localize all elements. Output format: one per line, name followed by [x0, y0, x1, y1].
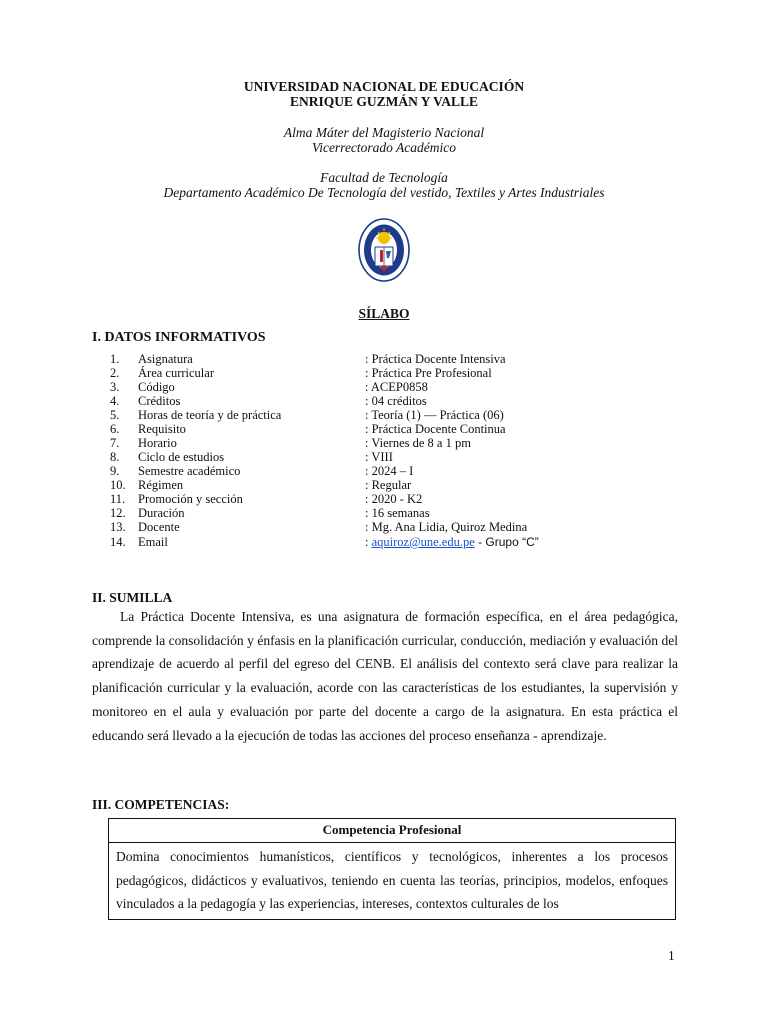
section-competencias-heading: III. COMPETENCIAS: — [92, 797, 230, 812]
list-item: 4. Créditos : 04 créditos — [110, 394, 427, 408]
vice-rectorate: Vicerrectorado Académico — [311, 140, 457, 155]
list-item: 7. Horario : Viernes de 8 a 1 pm — [110, 436, 471, 450]
table-cell: Domina conocimientos humanísticos, científicos y tecnológicos, inherentes a los procesos pedagógicos, didácticos y evaluativos, teniendo en cuenta las teorías, principios, modelos, enfoques vinculados a la pedagogía y las experiencias, intereses, contextos culturales de los — [116, 849, 668, 912]
table-header: Competencia Profesional — [109, 819, 675, 843]
section-datos-heading: I. DATOS INFORMATIVOS — [92, 330, 266, 345]
list-item: 6. Requisito : Práctica Docente Continua — [110, 422, 506, 436]
university-name-line2: ENRIQUE GUZMÁN Y VALLE — [290, 94, 478, 109]
list-item: 13. Docente : Mg. Ana Lidia, Quiroz Medina — [110, 520, 528, 534]
sumilla-paragraph: La Práctica Docente Intensiva, es una asignatura de formación específica, en el área pedagógica, comprende la consolidación y énfasis en la planificación curricular, conducción, mediación y evaluación del aprendizaje de acuerdo al perfil del egreso del CENB. El análisis del contexto será clave para realizar la planificación curricular y la evaluación, acorde con las características de los estudiantes, la supervisión y monitoreo en el aula y evaluación por parte del docente a cargo de la asignatura. En esta práctica el educando será llevado a la ejecución de todas las acciones del proceso enseñanza - aprendizaje. — [92, 609, 678, 743]
group-label: - Grupo “C” — [474, 535, 539, 549]
list-item: 11. Promoción y sección : 2020 - K2 — [110, 492, 423, 506]
email-link[interactable]: aquiroz@une.edu.pe — [371, 535, 475, 549]
syllabus-title: SÍLABO — [358, 306, 410, 321]
list-item: 3. Código : ACEP0858 — [110, 380, 428, 394]
department: Departamento Académico De Tecnología del vestido, Textiles y Artes Industriales — [163, 185, 605, 200]
list-item: 12. Duración : 16 semanas — [110, 506, 430, 520]
motto: Alma Máter del Magisterio Nacional — [283, 125, 485, 140]
faculty: Facultad de Tecnología — [320, 170, 448, 185]
list-item: 9. Semestre académico : 2024 – I — [110, 464, 414, 478]
list-item: 8. Ciclo de estudios : VIII — [110, 450, 393, 464]
university-name-line1: UNIVERSIDAD NACIONAL DE EDUCACIÓN — [243, 79, 525, 94]
page-number: 1 — [668, 948, 675, 963]
list-item: 10. Régimen : Regular — [110, 478, 412, 492]
list-item: 2. Área curricular : Práctica Pre Profesional — [110, 366, 492, 380]
section-sumilla-heading: II. SUMILLA — [92, 590, 173, 605]
list-item: 1. Asignatura : Práctica Docente Intensiva — [110, 352, 506, 366]
email-row: 14. Email : aquiroz@une.edu.pe - Grupo “C” — [110, 535, 539, 549]
list-item: 5. Horas de teoría y de práctica : Teoría (1) — Práctica (06) — [110, 408, 504, 422]
university-seal-icon — [358, 218, 410, 282]
competencias-table — [108, 818, 676, 920]
